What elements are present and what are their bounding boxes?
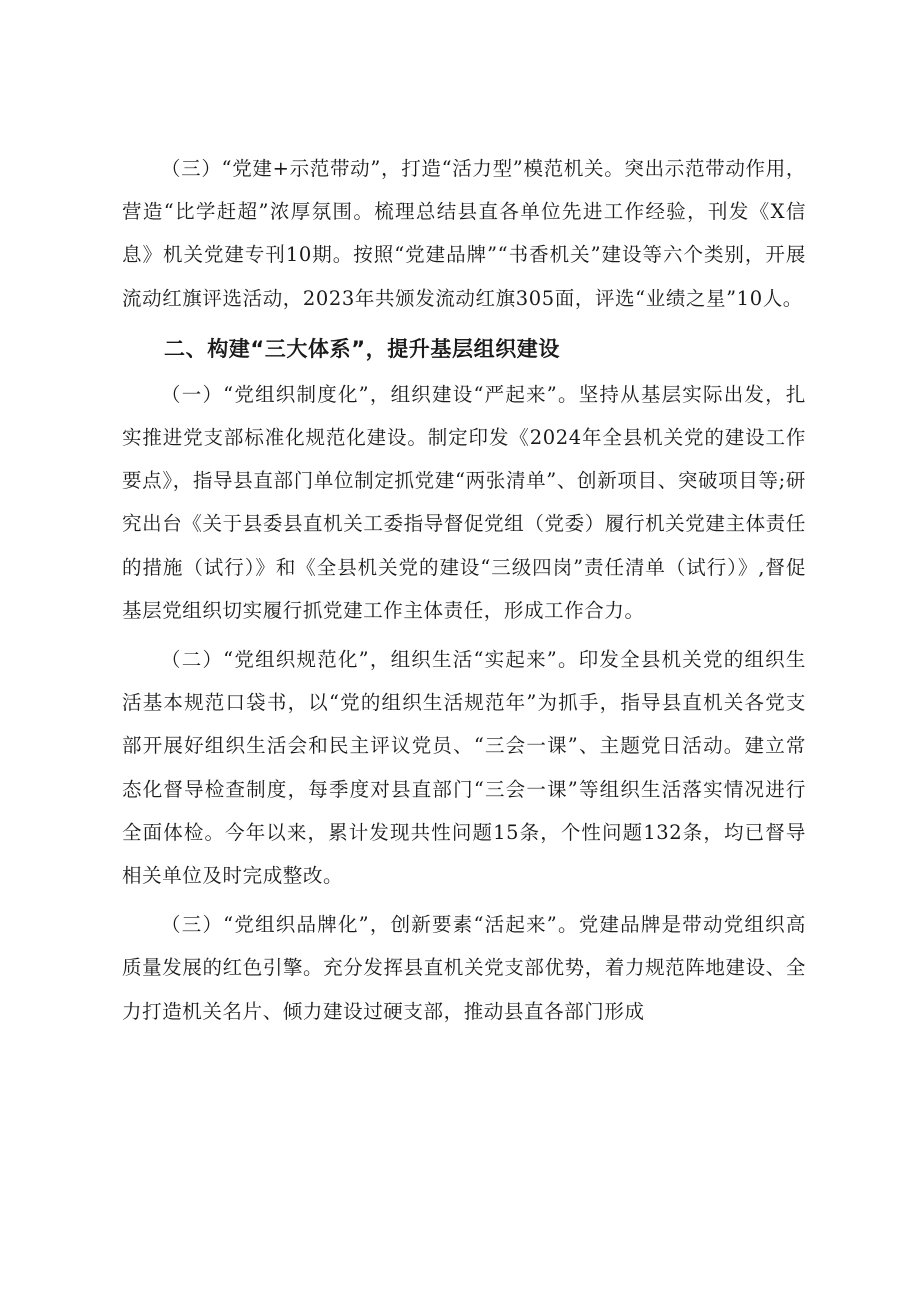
paragraph-organization-branding: （三）“党组织品牌化”，创新要素“活起来”。党建品牌是带动党组织高质量发展的红色引擎。充分发挥县直机关党支部优势，着力规范阵地建设、全力打造机关名片、倾力建设过硬支部，推动县直各部门形成 [122,913,806,1023]
paragraph-party-building-demonstration: （三）“党建+示范带动”，打造“活力型”模范机关。突出示范带动作用，营造“比学赶超”浓厚氛围。梳理总结县直各单位先进工作经验，刊发《X信息》机关党建专刊10期。按照“党建品牌”“书香机关”建设等六个类别，开展流动红旗评选活动，2023年共颁发流动红旗305面，评选“业绩之星”10人。 [122,157,806,310]
document-body [122,147,806,1033]
paragraph-organization-standardization: （二）“党组织规范化”，组织生活“实起来”。印发全县机关党的组织生活基本规范口袋书，以“党的组织生活规范年”为抓手，指导县直机关各党支部开展好组织生活会和民主评议党员、“三会一课”、主题党日活动。建立常态化督导检查制度，每季度对县直部门“三会一课”等组织生活落实情况进行全面体检。今年以来，累计发现共性问题15条，个性问题132条，均已督导相关单位及时完成整改。 [122,648,806,888]
paragraph-organization-institutionalization: （一）“党组织制度化”，组织建设“严起来”。坚持从基层实际出发，扎实推进党支部标准化规范化建设。制定印发《2024年全县机关党的建设工作要点》，指导县直部门单位制定抓党建“两张清单”、创新项目、突破项目等;研究出台《关于县委县直机关工委指导督促党组（党委）履行机关党建主体责任的措施（试行）》和《全县机关党的建设“三级四岗”责任清单（试行）》,督促基层党组织切实履行抓党建工作主体责任，形成工作合力。 [122,382,806,622]
section-heading-three-systems: 二、构建“三大体系”，提升基层组织建设 [164,336,561,361]
